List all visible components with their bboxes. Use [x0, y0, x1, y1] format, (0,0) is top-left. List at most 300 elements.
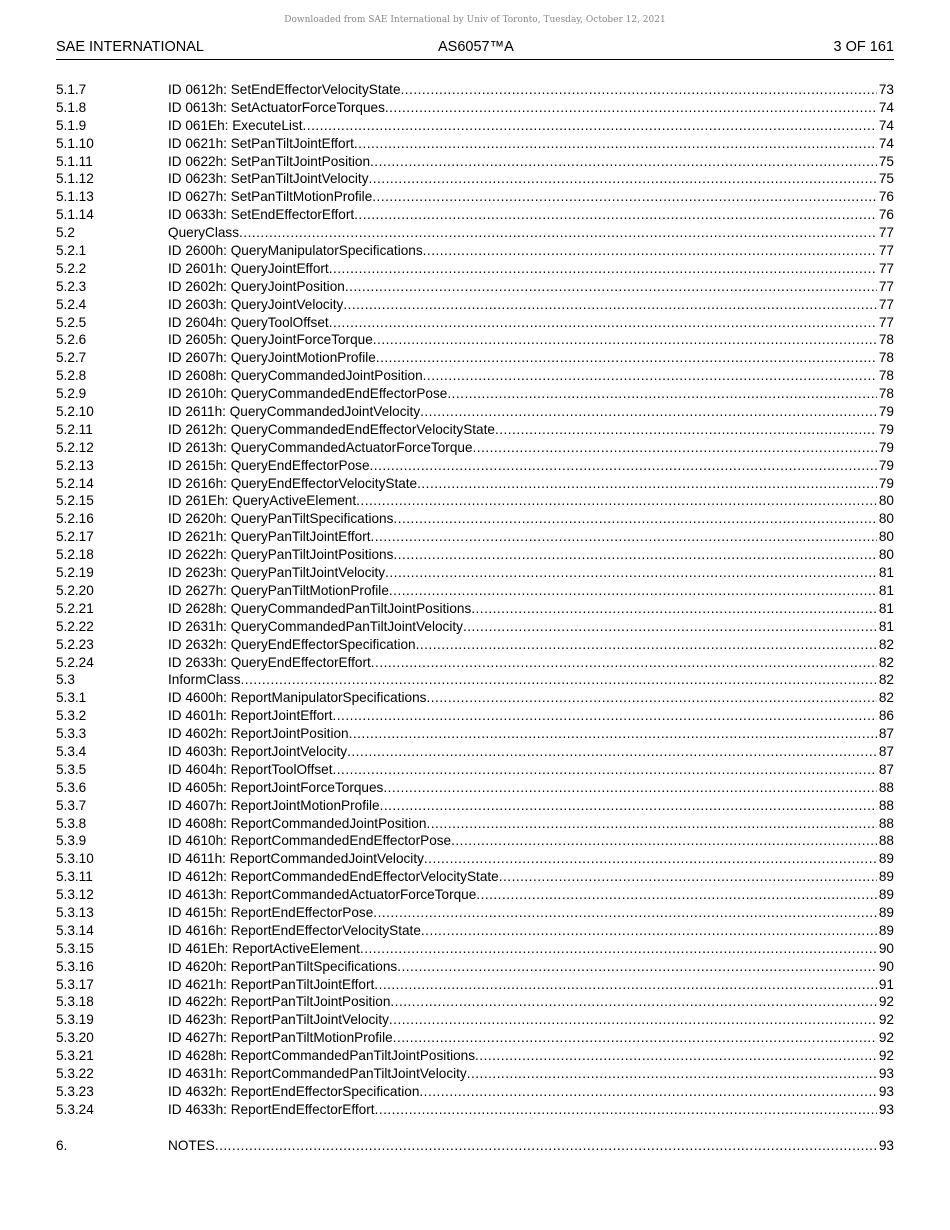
toc-entry[interactable] [56, 1137, 894, 1155]
toc-dot-leader [375, 1101, 877, 1119]
toc-entry[interactable] [56, 976, 894, 994]
toc-entry-line [168, 475, 894, 493]
toc-entry[interactable] [56, 242, 894, 260]
toc-dot-leader [372, 188, 877, 206]
toc-dot-leader [347, 743, 877, 761]
toc-entry[interactable] [56, 170, 894, 188]
toc-section-number: 5.3.12 [56, 887, 94, 903]
toc-page-number: 89 [878, 887, 894, 903]
toc-section-number: 5.3.16 [56, 958, 94, 974]
toc-section-number: 5.1.7 [56, 82, 87, 97]
toc-section-number: 5.2.3 [56, 278, 87, 294]
toc-entry-title[interactable]: ID 2601h: QueryJointEffort [168, 260, 329, 276]
toc-dot-leader [354, 206, 877, 224]
toc-section-number: 5.3.4 [56, 743, 87, 759]
toc-section-number: 5.2.24 [56, 654, 94, 670]
toc-entry-line [168, 868, 894, 886]
toc-page-number: 93 [878, 1083, 894, 1099]
toc-entry[interactable] [56, 582, 894, 600]
toc-page-number: 88 [878, 815, 894, 831]
toc-section-number: 5.3 [56, 672, 75, 688]
toc-entry[interactable] [56, 81, 894, 99]
toc-section-number: 5.3.14 [56, 922, 94, 938]
toc-dot-leader [389, 582, 877, 600]
toc-page-number: 75 [878, 153, 894, 169]
toc-section-number: 5.3.10 [56, 851, 94, 867]
toc-entry-title[interactable]: ID 4603h: ReportJointVelocity [168, 743, 348, 759]
toc-entry-title[interactable]: ID 0623h: SetPanTiltJointVelocity [168, 171, 369, 187]
toc-section-number: 5.3.17 [56, 976, 94, 992]
toc-entry[interactable] [56, 654, 894, 672]
toc-entry[interactable] [56, 618, 894, 636]
toc-section-number: 5.2.23 [56, 636, 94, 652]
toc-page-number: 88 [878, 833, 894, 849]
toc-entry-title[interactable]: ID 2612h: QueryCommandedEndEffectorVelocityState [168, 421, 495, 437]
toc-entry-line [168, 1029, 894, 1047]
header-organization: SAE INTERNATIONAL [56, 39, 204, 55]
toc-section-number: 5.3.11 [56, 869, 93, 885]
toc-entry-title[interactable]: ID 4601h: ReportJointEffort [168, 708, 333, 724]
toc-section-number: 5.2.18 [56, 547, 94, 563]
toc-page-number: 77 [878, 260, 894, 276]
toc-entry-title[interactable]: ID 0633h: SetEndEffectorEffort [168, 207, 355, 223]
toc-entry[interactable] [56, 260, 894, 278]
toc-entry[interactable] [56, 743, 894, 761]
toc-page-number: 82 [878, 690, 894, 706]
toc-entry[interactable] [56, 1011, 894, 1029]
toc-entry-line [168, 779, 894, 797]
toc-entry[interactable] [56, 188, 894, 206]
toc-dot-leader [383, 779, 877, 797]
toc-entry-title[interactable]: ID 4623h: ReportPanTiltJointVelocity [168, 1012, 389, 1028]
toc-section-number: 5.3.6 [56, 779, 87, 795]
toc-entry-line [168, 135, 894, 153]
toc-entry-line [168, 904, 894, 922]
toc-dot-leader [329, 314, 877, 332]
toc-entry[interactable] [56, 224, 894, 242]
toc-entry[interactable] [56, 1047, 894, 1065]
toc-dot-leader [463, 618, 877, 636]
toc-dot-leader [495, 421, 877, 439]
toc-dot-leader [370, 153, 877, 171]
toc-section-number: 5.1.11 [56, 153, 93, 169]
toc-entry-title[interactable]: NOTES [168, 1137, 215, 1153]
toc-section-number: 5.3.21 [56, 1048, 94, 1064]
toc-entry-title[interactable]: ID 4632h: ReportEndEffectorSpecification [168, 1083, 420, 1099]
toc-page-number: 79 [878, 439, 894, 455]
toc-dot-leader [303, 117, 877, 135]
toc-page-number: 81 [878, 582, 894, 598]
toc-page-number: 74 [878, 135, 894, 151]
toc-entry[interactable] [56, 421, 894, 439]
toc-dot-leader [471, 600, 877, 618]
toc-entry-line [168, 707, 894, 725]
toc-entry[interactable] [56, 636, 894, 654]
toc-entry-title[interactable]: ID 4627h: ReportPanTiltMotionProfile [168, 1030, 393, 1046]
toc-entry-line [168, 922, 894, 940]
toc-page-number: 91 [878, 976, 894, 992]
toc-entry-line [168, 439, 894, 457]
toc-dot-leader [332, 707, 876, 725]
toc-page-number: 89 [878, 851, 894, 867]
toc-entry-line [168, 99, 894, 117]
toc-dot-leader [373, 331, 877, 349]
toc-page-number: 92 [878, 994, 894, 1010]
toc-dot-leader [451, 832, 877, 850]
toc-entry-line [168, 1047, 894, 1065]
toc-entry-title[interactable]: ID 2603h: QueryJointVelocity [168, 296, 344, 312]
toc-entry-title[interactable]: ID 2622h: QueryPanTiltJointPositions [168, 547, 394, 563]
toc-entry[interactable] [56, 671, 894, 689]
toc-entry-title[interactable]: ID 0622h: SetPanTiltJointPosition [168, 153, 371, 169]
toc-entry-title[interactable]: ID 4605h: ReportJointForceTorques [168, 779, 384, 795]
toc-entry-title[interactable]: ID 2620h: QueryPanTiltSpecifications [168, 511, 394, 527]
toc-entry-title[interactable]: ID 2611h: QueryCommandedJointVelocity [168, 404, 421, 420]
toc-page-number: 77 [878, 225, 894, 241]
toc-entry[interactable] [56, 922, 894, 940]
toc-page-number: 73 [878, 82, 894, 97]
header-page-number: 3 OF 161 [833, 39, 894, 55]
toc-entry-title[interactable]: ID 4612h: ReportCommandedEndEffectorVelocityState [168, 869, 499, 885]
toc-dot-leader [389, 1011, 877, 1029]
toc-entry-line [168, 1065, 894, 1083]
toc-entry-line [168, 1101, 894, 1119]
toc-entry[interactable] [56, 940, 894, 958]
download-watermark: Downloaded from SAE International by Univ of Toronto, Tuesday, October 12, 2021 [284, 15, 666, 25]
toc-entry[interactable] [56, 564, 894, 582]
toc-entry-title[interactable]: ID 4613h: ReportCommandedActuatorForceTorque [168, 887, 477, 903]
toc-entry-line [168, 940, 894, 958]
toc-entry-line [168, 117, 894, 135]
toc-entry-title[interactable]: ID 2600h: QueryManipulatorSpecifications [168, 243, 423, 259]
toc-entry-line [168, 564, 894, 582]
toc-entry-line [168, 582, 894, 600]
toc-entry-line [168, 260, 894, 278]
toc-entry[interactable] [56, 886, 894, 904]
toc-entry[interactable] [56, 815, 894, 833]
toc-entry-line [168, 797, 894, 815]
toc-dot-leader [329, 260, 877, 278]
toc-entry-title[interactable]: ID 2605h: QueryJointForceTorque [168, 332, 373, 348]
toc-entry-title[interactable]: ID 2607h: QueryJointMotionProfile [168, 350, 376, 366]
toc-section-number: 5.3.7 [56, 797, 87, 813]
toc-entry[interactable] [56, 135, 894, 153]
toc-entry[interactable] [56, 99, 894, 117]
toc-section-number: 5.3.18 [56, 994, 94, 1010]
toc-dot-leader [332, 761, 876, 779]
toc-entry-title[interactable]: ID 4633h: ReportEndEffectorEffort [168, 1101, 375, 1117]
toc-section-number: 5.2.21 [56, 600, 94, 616]
toc-entry-title[interactable]: ID 261Eh: QueryActiveElement [168, 493, 357, 509]
toc-section-number: 5.2.15 [56, 493, 94, 509]
toc-section-number: 5.1.14 [56, 207, 94, 223]
toc-dot-leader [371, 654, 877, 672]
toc-entry[interactable] [56, 367, 894, 385]
toc-dot-leader [390, 993, 876, 1011]
toc-page-number: 92 [878, 1048, 894, 1064]
toc-entry[interactable] [56, 349, 894, 367]
toc-entry-line [168, 725, 894, 743]
toc-section-number: 5.2.10 [56, 404, 94, 420]
toc-dot-leader [356, 492, 877, 510]
toc-entry-line [168, 331, 894, 349]
toc-entry-line [168, 170, 894, 188]
toc-section-number: 5.1.13 [56, 189, 94, 205]
toc-page-number: 81 [878, 618, 894, 634]
toc-section-number: 5.2.9 [56, 386, 87, 402]
toc-entry-title[interactable]: ID 2628h: QueryCommandedPanTiltJointPositions [168, 600, 472, 616]
toc-entry-line [168, 403, 894, 421]
toc-dot-leader [354, 135, 877, 153]
toc-dot-leader [426, 689, 876, 707]
toc-section-number: 5.2.12 [56, 439, 94, 455]
toc-entry-line [168, 367, 894, 385]
toc-entry-line [168, 188, 894, 206]
toc-entry[interactable] [56, 206, 894, 224]
toc-entry[interactable] [56, 153, 894, 171]
toc-page-number: 93 [878, 1101, 894, 1117]
toc-section-number: 5.2.14 [56, 475, 94, 491]
toc-entry[interactable] [56, 314, 894, 332]
toc-section-number: 5.2.22 [56, 618, 94, 634]
toc-dot-leader [397, 958, 877, 976]
toc-page-number: 81 [878, 600, 894, 616]
toc-entry[interactable] [56, 761, 894, 779]
toc-entry-title[interactable]: ID 4631h: ReportCommandedPanTiltJointVelocity [168, 1065, 467, 1081]
toc-entry-title[interactable]: ID 2627h: QueryPanTiltMotionProfile [168, 582, 389, 598]
toc-page-number: 78 [878, 386, 894, 402]
toc-entry-title[interactable]: ID 2632h: QueryEndEffectorSpecification [168, 636, 416, 652]
toc-entry-title[interactable]: ID 4610h: ReportCommandedEndEffectorPose [168, 833, 452, 849]
toc-dot-leader [426, 815, 876, 833]
toc-entry[interactable] [56, 850, 894, 868]
toc-page-number: 92 [878, 1030, 894, 1046]
toc-dot-leader [343, 296, 877, 314]
toc-entry[interactable] [56, 117, 894, 135]
toc-entry[interactable] [56, 528, 894, 546]
toc-section-number: 5.2.6 [56, 332, 87, 348]
toc-entry-title[interactable]: ID 061Eh: ExecuteList [168, 117, 303, 133]
toc-page-number: 92 [878, 1012, 894, 1028]
toc-entry-title[interactable]: ID 4621h: ReportPanTiltJointEffort [168, 976, 375, 992]
toc-page-number: 88 [878, 797, 894, 813]
toc-section-number: 5.2.7 [56, 350, 87, 366]
toc-entry-title[interactable]: ID 4611h: ReportCommandedJointVelocity [168, 851, 424, 867]
toc-entry[interactable] [56, 779, 894, 797]
toc-entry-line [168, 421, 894, 439]
toc-entry-line [168, 815, 894, 833]
toc-section-number: 5.1.8 [56, 99, 87, 115]
toc-dot-leader [417, 475, 877, 493]
toc-dot-leader [215, 1137, 877, 1155]
toc-page-number: 87 [878, 761, 894, 777]
toc-entry-title[interactable]: InformClass [168, 672, 241, 688]
toc-entry[interactable] [56, 492, 894, 510]
toc-page-number: 78 [878, 350, 894, 366]
toc-dot-leader [345, 278, 877, 296]
toc-entry[interactable] [56, 707, 894, 725]
toc-entry-line [168, 1083, 894, 1101]
toc-dot-leader [499, 868, 877, 886]
toc-entry-title[interactable]: ID 0613h: SetActuatorForceTorques [168, 99, 385, 115]
toc-entry-line [168, 671, 894, 689]
toc-dot-leader [401, 81, 877, 99]
toc-dot-leader [371, 528, 877, 546]
toc-dot-leader [360, 940, 877, 958]
toc-section-number: 5.1.10 [56, 135, 94, 151]
toc-entry[interactable] [56, 510, 894, 528]
toc-entry-title[interactable]: QueryClass [168, 225, 240, 241]
toc-page-number: 82 [878, 654, 894, 670]
toc-page-number: 89 [878, 904, 894, 920]
toc-entry-title[interactable]: ID 4607h: ReportJointMotionProfile [168, 797, 380, 813]
toc-dot-leader [475, 1047, 877, 1065]
toc-entry-line [168, 958, 894, 976]
toc-entry-title[interactable]: ID 2631h: QueryCommandedPanTiltJointVelocity [168, 618, 463, 634]
toc-entry-title[interactable]: ID 2608h: QueryCommandedJointPosition [168, 368, 423, 384]
toc-entry[interactable] [56, 600, 894, 618]
toc-entry[interactable] [56, 296, 894, 314]
toc-dot-leader [385, 564, 877, 582]
toc-dot-leader [241, 671, 877, 689]
toc-section-number: 5.2.2 [56, 260, 87, 276]
toc-entry[interactable] [56, 457, 894, 475]
toc-section-number: 5.3.15 [56, 940, 94, 956]
toc-section-number: 5.3.2 [56, 708, 87, 724]
toc-dot-leader [416, 636, 877, 654]
toc-entry[interactable] [56, 475, 894, 493]
toc-dot-leader [393, 510, 876, 528]
toc-entry[interactable] [56, 993, 894, 1011]
toc-entry-line [168, 600, 894, 618]
toc-entry-line [168, 654, 894, 672]
toc-entry-line [168, 528, 894, 546]
toc-entry-line [168, 993, 894, 1011]
toc-dot-leader [349, 725, 877, 743]
toc-section-number: 5.3.1 [56, 690, 87, 706]
toc-page-number: 79 [878, 404, 894, 420]
toc-dot-leader [424, 850, 877, 868]
toc-page-number: 74 [878, 99, 894, 115]
toc-entry-title[interactable]: ID 4622h: ReportPanTiltJointPosition [168, 994, 391, 1010]
toc-section-number: 5.2.1 [56, 243, 87, 259]
toc-section-number: 5.3.24 [56, 1101, 94, 1117]
toc-entry[interactable] [56, 1029, 894, 1047]
toc-entry-title[interactable]: ID 4600h: ReportManipulatorSpecifications [168, 690, 427, 706]
toc-entry-line [168, 1011, 894, 1029]
toc-entry[interactable] [56, 725, 894, 743]
toc-entry-title[interactable]: ID 4604h: ReportToolOffset [168, 761, 333, 777]
toc-page-number: 89 [878, 922, 894, 938]
toc-page-number: 93 [878, 1065, 894, 1081]
toc-dot-leader [447, 385, 877, 403]
toc-entry-title[interactable]: ID 2613h: QueryCommandedActuatorForceTorque [168, 439, 473, 455]
toc-entry[interactable] [56, 331, 894, 349]
toc-page-number: 80 [878, 511, 894, 527]
toc-entry-title[interactable]: ID 4608h: ReportCommandedJointPosition [168, 815, 427, 831]
toc-entry[interactable] [56, 689, 894, 707]
toc-section-number: 6. [56, 1137, 68, 1153]
toc-entry[interactable] [56, 868, 894, 886]
toc-entry[interactable] [56, 385, 894, 403]
toc-section-number: 5.2.4 [56, 296, 87, 312]
toc-entry[interactable] [56, 1101, 894, 1119]
page-header [56, 39, 894, 60]
toc-section-number: 5.3.19 [56, 1012, 94, 1028]
toc-page-number: 90 [878, 940, 894, 956]
toc-entry-line [168, 314, 894, 332]
toc-entry-line [168, 510, 894, 528]
toc-entry-title[interactable]: ID 4616h: ReportEndEffectorVelocityState [168, 922, 421, 938]
toc-entry[interactable] [56, 904, 894, 922]
toc-dot-leader [385, 99, 877, 117]
toc-dot-leader [420, 403, 877, 421]
toc-entry-title[interactable]: ID 4615h: ReportEndEffectorPose [168, 904, 374, 920]
toc-entry-line [168, 278, 894, 296]
toc-entry-line [168, 850, 894, 868]
toc-entry-title[interactable]: ID 2633h: QueryEndEffectorEffort [168, 654, 371, 670]
toc-page-number: 78 [878, 368, 894, 384]
toc-entry-line [168, 457, 894, 475]
toc-dot-leader [380, 797, 877, 815]
toc-entry-line [168, 224, 894, 242]
toc-entry-title[interactable]: ID 2621h: QueryPanTiltJointEffort [168, 529, 371, 545]
toc-entry[interactable] [56, 832, 894, 850]
toc-entry[interactable] [56, 797, 894, 815]
toc-entry-title[interactable]: ID 4620h: ReportPanTiltSpecifications [168, 958, 398, 974]
toc-entry[interactable] [56, 1065, 894, 1083]
toc-page-number: 82 [878, 636, 894, 652]
toc-dot-leader [419, 1083, 876, 1101]
toc-entry-title[interactable]: ID 0612h: SetEndEffectorVelocityState [168, 82, 401, 97]
toc-entry[interactable] [56, 403, 894, 421]
toc-entry-title[interactable]: ID 461Eh: ReportActiveElement [168, 940, 360, 956]
toc-entry-title[interactable]: ID 4628h: ReportCommandedPanTiltJointPositions [168, 1048, 476, 1064]
toc-dot-leader [393, 1029, 877, 1047]
toc-entry-line [168, 832, 894, 850]
toc-entry[interactable] [56, 546, 894, 564]
toc-page-number: 76 [878, 207, 894, 223]
toc-entry-title[interactable]: ID 2602h: QueryJointPosition [168, 278, 345, 294]
toc-page-number: 80 [878, 547, 894, 563]
toc-entry[interactable] [56, 958, 894, 976]
toc-entry-title[interactable]: ID 2610h: QueryCommandedEndEffectorPose [168, 386, 448, 402]
toc-entry[interactable] [56, 1083, 894, 1101]
toc-entry-title[interactable]: ID 0621h: SetPanTiltJointEffort [168, 135, 354, 151]
toc-section-number: 5.1.12 [56, 171, 94, 187]
toc-page-number: 80 [878, 493, 894, 509]
toc-entry-title[interactable]: ID 4602h: ReportJointPosition [168, 726, 349, 742]
toc-section-number: 5.2.16 [56, 511, 94, 527]
toc-entry[interactable] [56, 278, 894, 296]
toc-dot-leader [374, 976, 877, 994]
toc-section-number: 5.2.8 [56, 368, 87, 384]
toc-entry[interactable] [56, 439, 894, 457]
toc-dot-leader [376, 349, 877, 367]
toc-page-number: 77 [878, 243, 894, 259]
header-document-id: AS6057™A [438, 39, 514, 55]
toc-page-number: 79 [878, 457, 894, 473]
toc-entry-title[interactable]: ID 2615h: QueryEndEffectorPose [168, 457, 370, 473]
toc-section-number: 5.2.11 [56, 421, 93, 437]
toc-entry-title[interactable]: ID 2616h: QueryEndEffectorVelocityState [168, 475, 418, 491]
toc-entry-title[interactable]: ID 2604h: QueryToolOffset [168, 314, 329, 330]
toc-entry-line [168, 385, 894, 403]
toc-entry-title[interactable]: ID 0627h: SetPanTiltMotionProfile [168, 189, 373, 205]
toc-dot-leader [423, 367, 877, 385]
toc-entry-title[interactable]: ID 2623h: QueryPanTiltJointVelocity [168, 565, 386, 581]
toc-section-number: 5.2.20 [56, 582, 94, 598]
